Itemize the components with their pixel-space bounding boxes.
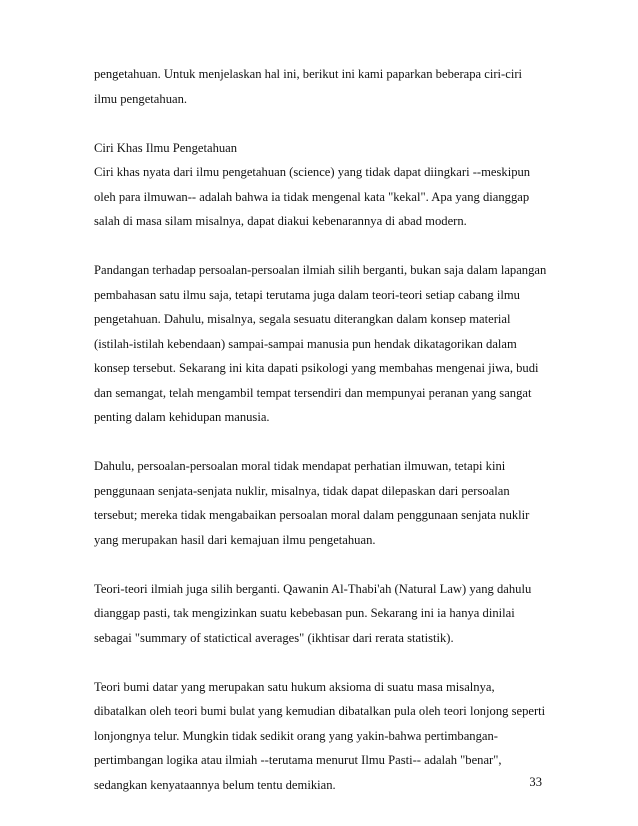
text-line: sebagai "summary of statictical averages" (ikhtisar dari rerata statistik).: [94, 630, 454, 645]
text-line: sedangkan kenyataannya belum tentu demikian.: [94, 777, 336, 792]
text-line: dibatalkan oleh teori bumi bulat yang kemudian dibatalkan pula oleh teori lonjong seperti: [94, 704, 546, 718]
paragraph-intro-continuation: [94, 62, 554, 111]
paragraph-pandangan: [94, 258, 554, 430]
text-line: dianggap pasti, tak mengizinkan suatu kebebasan pun. Sekarang ini ia hanya dinilai: [94, 606, 515, 620]
text-line: Teori bumi datar yang merupakan satu hukum aksioma di suatu masa misalnya,: [94, 679, 495, 694]
text-line: pembahasan satu ilmu saja, tetapi terutama juga dalam teori-teori setiap cabang ilmu: [94, 287, 520, 302]
text-line: yang merupakan hasil dari kemajuan ilmu pengetahuan.: [94, 532, 376, 547]
text-line: pertimbangan logika atau ilmiah --terutama menurut Ilmu Pasti-- adalah "benar",: [94, 753, 502, 767]
text-line: konsep tersebut. Sekarang ini kita dapati psikologi yang membahas mengenai jiwa, budi: [94, 361, 539, 375]
section-heading: Ciri Khas Ilmu Pengetahuan: [94, 140, 238, 155]
text-line: pengetahuan. Untuk menjelaskan hal ini, berikut ini kami paparkan beberapa ciri-ciri: [94, 67, 523, 81]
text-line: dan semangat, telah mengambil tempat tersendiri dan mempunyai peranan yang sangat: [94, 385, 532, 400]
paragraph-moral: [94, 454, 554, 552]
text-line: tersebut; mereka tidak mengabaikan persoalan moral dalam penggunaan senjata nuklir: [94, 508, 530, 522]
text-line: ilmu pengetahuan.: [94, 91, 188, 106]
text-line: (istilah-istilah kebendaan) sampai-sampai manusia pun hendak dikatagorikan dalam: [94, 336, 517, 351]
text-line: oleh para ilmuwan-- adalah bahwa ia tidak mengenal kata "kekal". Apa yang dianggap: [94, 189, 530, 204]
page-body: [94, 62, 554, 822]
text-line: penting dalam kehidupan manusia.: [94, 410, 270, 424]
text-line: pengetahuan. Dahulu, misalnya, segala sesuatu diterangkan dalam konsep material: [94, 312, 511, 326]
text-line: Pandangan terhadap persoalan-persoalan ilmiah silih berganti, bukan saja dalam lapangan: [94, 263, 547, 277]
text-line: salah di masa silam misalnya, dapat diakui kebenarannya di abad modern.: [94, 214, 467, 228]
paragraph-teori-ilmiah: [94, 577, 554, 651]
text-line: lonjongnya telur. Mungkin tidak sedikit orang yang yakin-bahwa pertimbangan-: [94, 728, 498, 743]
page-number: 33: [529, 775, 542, 789]
text-line: penggunaan senjata-senjata nuklir, misalnya, tidak dapat dilepaskan dari persoalan: [94, 483, 510, 498]
text-line: Dahulu, persoalan-persoalan moral tidak mendapat perhatian ilmuwan, tetapi kini: [94, 459, 506, 473]
paragraph-ciri-khas: [94, 136, 554, 234]
text-line: Ciri khas nyata dari ilmu pengetahuan (science) yang tidak dapat diingkari --meskipun: [94, 165, 531, 179]
text-line: Teori-teori ilmiah juga silih berganti. Qawanin Al-Thabi'ah (Natural Law) yang dahulu: [94, 581, 532, 596]
paragraph-teori-bumi: [94, 675, 554, 798]
